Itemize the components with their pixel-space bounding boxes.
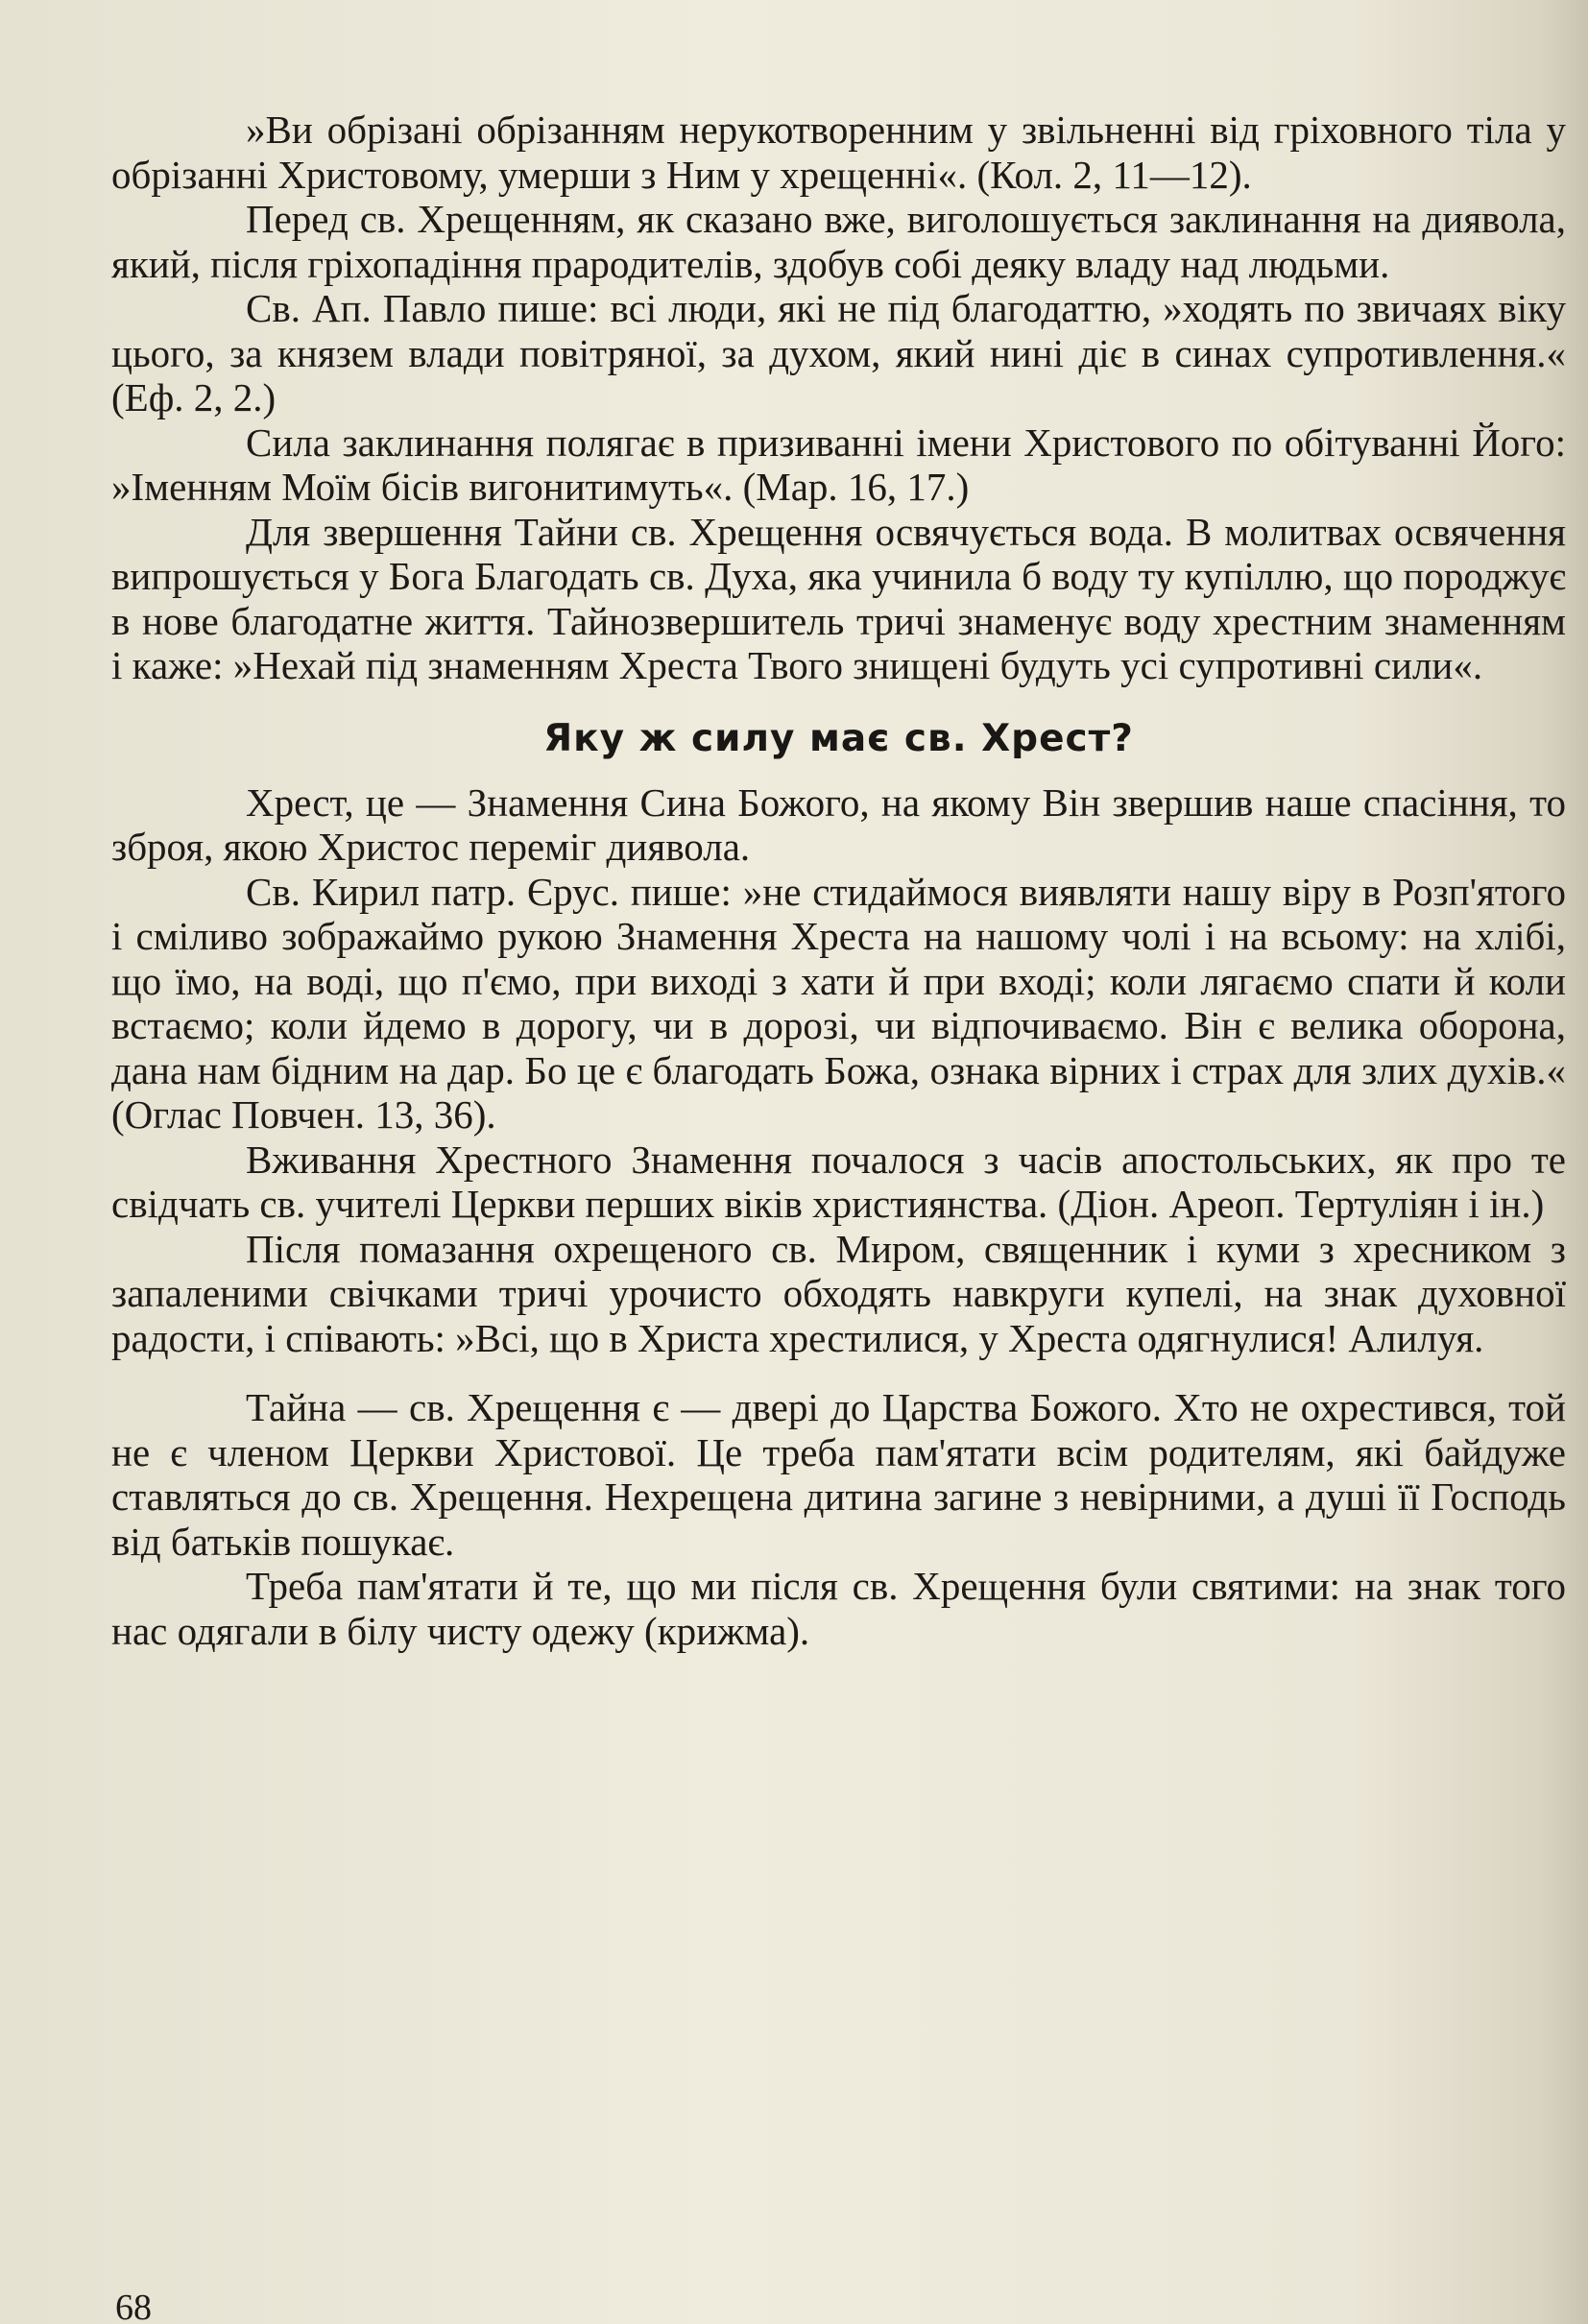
page-number: 68 [115,2288,152,2324]
section-heading: Яку ж силу має св. Хрест? [543,716,1134,760]
paragraph-sign-of-cross-history: Вживання Хрестного Знамення почалося з часів апостольських, як про те свідчать св. учителі Церкви перших віків християнства. (Діон. Ареоп. Тертуліян і ін.) [111,1137,1566,1226]
paragraph-cross-definition: Хрест, це — Знамення Сина Божого, на якому Він звершив наше спасіння, то зброя, якою Христос переміг диявола. [111,779,1566,869]
paragraph-white-garment: Треба пам'ятати й те, що ми після св. Хрещення були святими: на знак того нас одягали в білу чисту одежу (крижма). [111,1564,1566,1653]
paragraph-door-to-kingdom: Тайна — св. Хрещення є — двері до Царства Божого. Хто не охрестився, той не є членом Церкви Христової. Це треба пам'ятати всім родителям, які байдуже ставляться до св. Хрещення. Нехрещена дитина загине з невірними, а душі її Господь від батьків пошукає. [111,1385,1566,1564]
paragraph-colossians-quote: »Ви обрізані обрізанням нерукотворенним у звільненні від гріховного тіла у обрізанні Христовому, умерши з Ним у хрещенні«. (Кол. 2, 11—12). [111,108,1566,197]
paragraph-consecration-of-water: Для звершення Тайни св. Хрещення освячується вода. В молитвах освячення випрошується у Бога Благодать св. Духа, яка учинила б воду ту купіллю, що породжує в нове благодатне життя. Тайнозвершитель тричі знаменує воду хрестним знаменням і каже: »Нехай під знаменням Хреста Твого знищені будуть усі супротивні сили«. [111,509,1566,687]
paragraph-chrismation: Після помазання охрещеного св. Миром, священник і куми з хресником з запаленими свічками тричі урочисто обходять навкруги купелі, на знак духовної радости, і співають: »Всі, що в Христа хрестилися, у Хреста одягнулися! Алилуя. [111,1226,1566,1360]
page-body [111,108,1566,1653]
paragraph-cyril-quote: Св. Кирил патр. Єрус. пише: »не стидаймося виявляти нашу віру в Розп'ятого і сміливо зображаймо рукою Знамення Хреста на нашому чолі і на всьому: на хлібі, що їмо, на воді, що п'ємо, при виході з хати й при вході; коли лягаємо спати й коли встаємо; коли йдемо в дорогу, чи в дорозі, чи відпочиваємо. Він є велика оборона, дана нам бідним на дар. Бо це є благодать Божа, ознака вірних і страх для злих духів.« (Оглас Повчен. 13, 36). [111,869,1566,1137]
paragraph-exorcism: Перед св. Хрещенням, як сказано вже, виголошується заклинання на диявола, який, після гріхопадіння прародителів, здобув собі деяку владу над людьми. [111,197,1566,286]
paragraph-apostle-paul: Св. Ап. Павло пише: всі люди, які не під благодаттю, »ходять по звичаях віку цього, за князем влади повітряної, за духом, який нині діє в синах супротивлення.« (Еф. 2, 2.) [111,286,1566,419]
paragraph-power-of-exorcism: Сила заклинання полягає в призиванні імени Христового по обітуванні Його: »Іменням Моїм бісів вигонитимуть«. (Мар. 16, 17.) [111,419,1566,509]
